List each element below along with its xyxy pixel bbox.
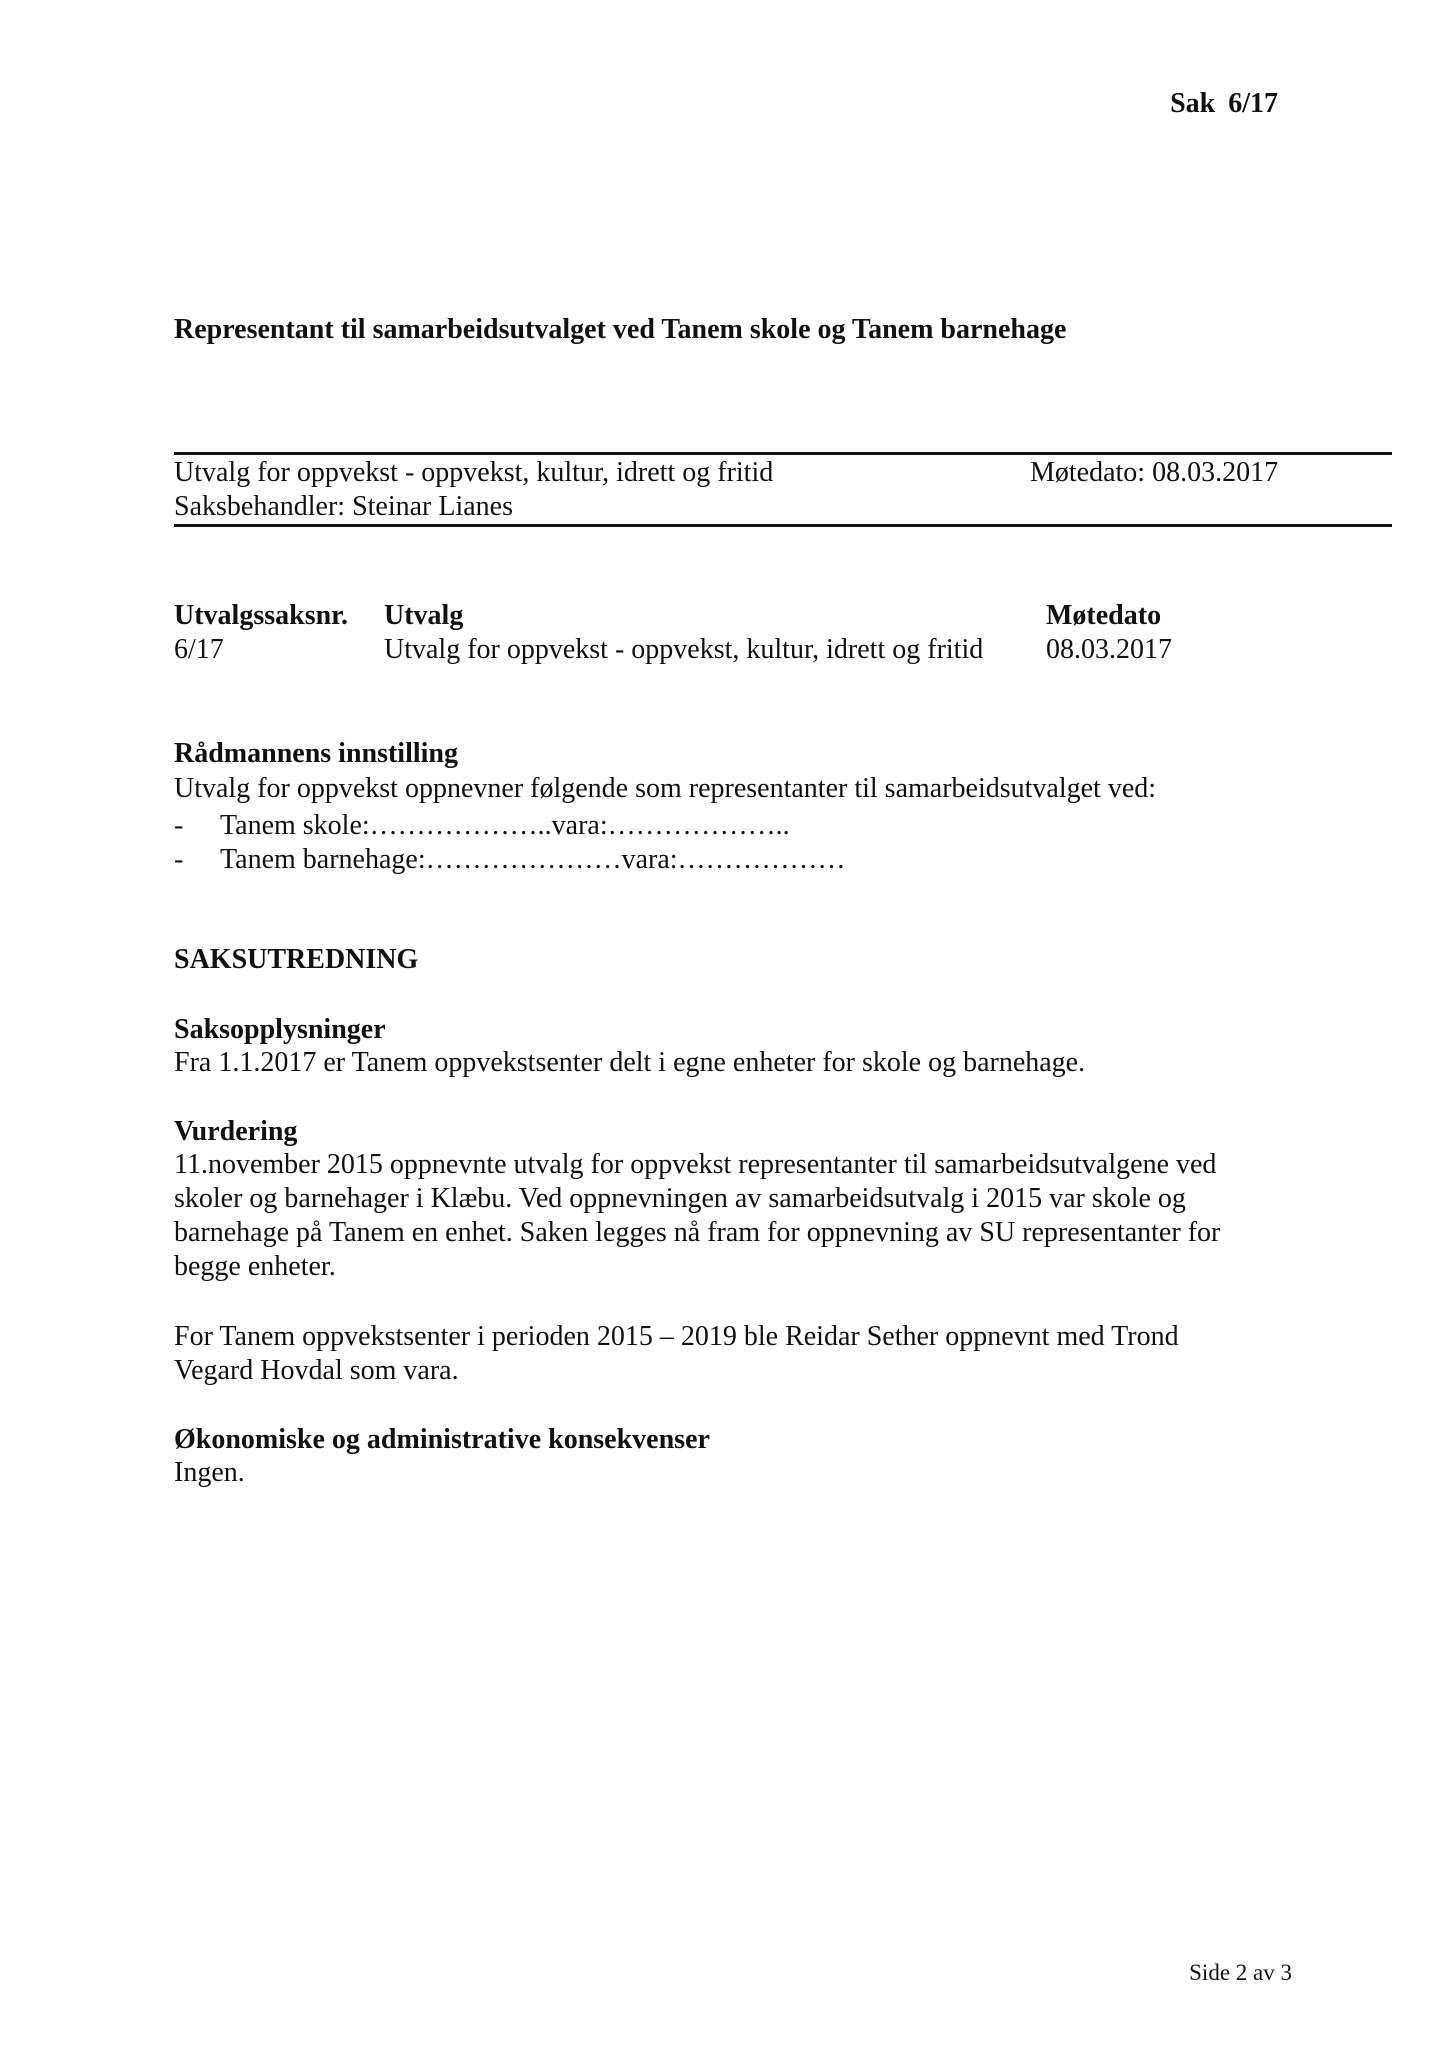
facts-heading: Saksopplysninger: [174, 1014, 386, 1045]
previous-line: Vegard Hovdal som vara.: [174, 1355, 459, 1386]
recommendation-intro: Utvalg for oppvekst oppnevner følgende som representanter til samarbeidsutvalget ved:: [174, 773, 1157, 804]
assessment-line: skoler og barnehager i Klæbu. Ved oppnevningen av samarbeidsutvalg i 2015 var skole og: [174, 1183, 1186, 1214]
recommendation-item-text: Tanem skole:………………..vara:………………..: [220, 810, 790, 841]
table-header-meeting-date: Møtedato: [1046, 600, 1162, 631]
case-number: Sak 6/17: [1170, 88, 1278, 119]
table-header-case-no: Utvalgssaksnr.: [174, 600, 349, 631]
consequences-heading: Økonomiske og administrative konsekvenser: [174, 1424, 710, 1455]
top-rule: [174, 452, 1392, 455]
case-handler: Saksbehandler: Steinar Lianes: [174, 491, 514, 522]
recommendation-item: [174, 810, 790, 842]
list-dash: -: [174, 844, 184, 875]
table-cell-committee: Utvalg for oppvekst - oppvekst, kultur, idrett og fritid: [384, 634, 984, 665]
recommendation-heading: Rådmannens innstilling: [174, 738, 458, 769]
list-dash: -: [174, 810, 184, 841]
table-cell-meeting-date: 08.03.2017: [1046, 634, 1172, 665]
assessment-line: 11.november 2015 oppnevnte utvalg for oppvekst representanter til samarbeidsutvalgene ved: [174, 1149, 1217, 1180]
recommendation-item-text: Tanem barnehage:…………………vara:………………: [220, 844, 846, 875]
page-number: Side 2 av 3: [1189, 1960, 1292, 1985]
case-report-heading: SAKSUTREDNING: [174, 944, 419, 975]
assessment-line: begge enheter.: [174, 1251, 336, 1282]
facts-text: Fra 1.1.2017 er Tanem oppvekstsenter delt i egne enheter for skole og barnehage.: [174, 1047, 1086, 1078]
consequences-text: Ingen.: [174, 1457, 245, 1488]
table-cell-case-no: 6/17: [174, 634, 224, 665]
assessment-text: [174, 1148, 1314, 1284]
previous-line: For Tanem oppvekstsenter i perioden 2015 – 2019 ble Reidar Sether oppnevnt med Trond: [174, 1321, 1179, 1352]
meeting-date: Møtedato: 08.03.2017: [1030, 457, 1279, 488]
assessment-heading: Vurdering: [174, 1116, 298, 1147]
table-header-committee: Utvalg: [384, 600, 464, 631]
assessment-line: barnehage på Tanem en enhet. Saken legges nå fram for oppnevning av SU representanter for: [174, 1217, 1221, 1248]
previous-representative-text: [174, 1320, 1314, 1388]
committee-name: Utvalg for oppvekst - oppvekst, kultur, idrett og fritid: [174, 457, 774, 488]
document-title: Representant til samarbeidsutvalget ved Tanem skole og Tanem barnehage: [174, 314, 1067, 345]
recommendation-item: [174, 844, 846, 876]
bottom-rule: [174, 524, 1392, 527]
